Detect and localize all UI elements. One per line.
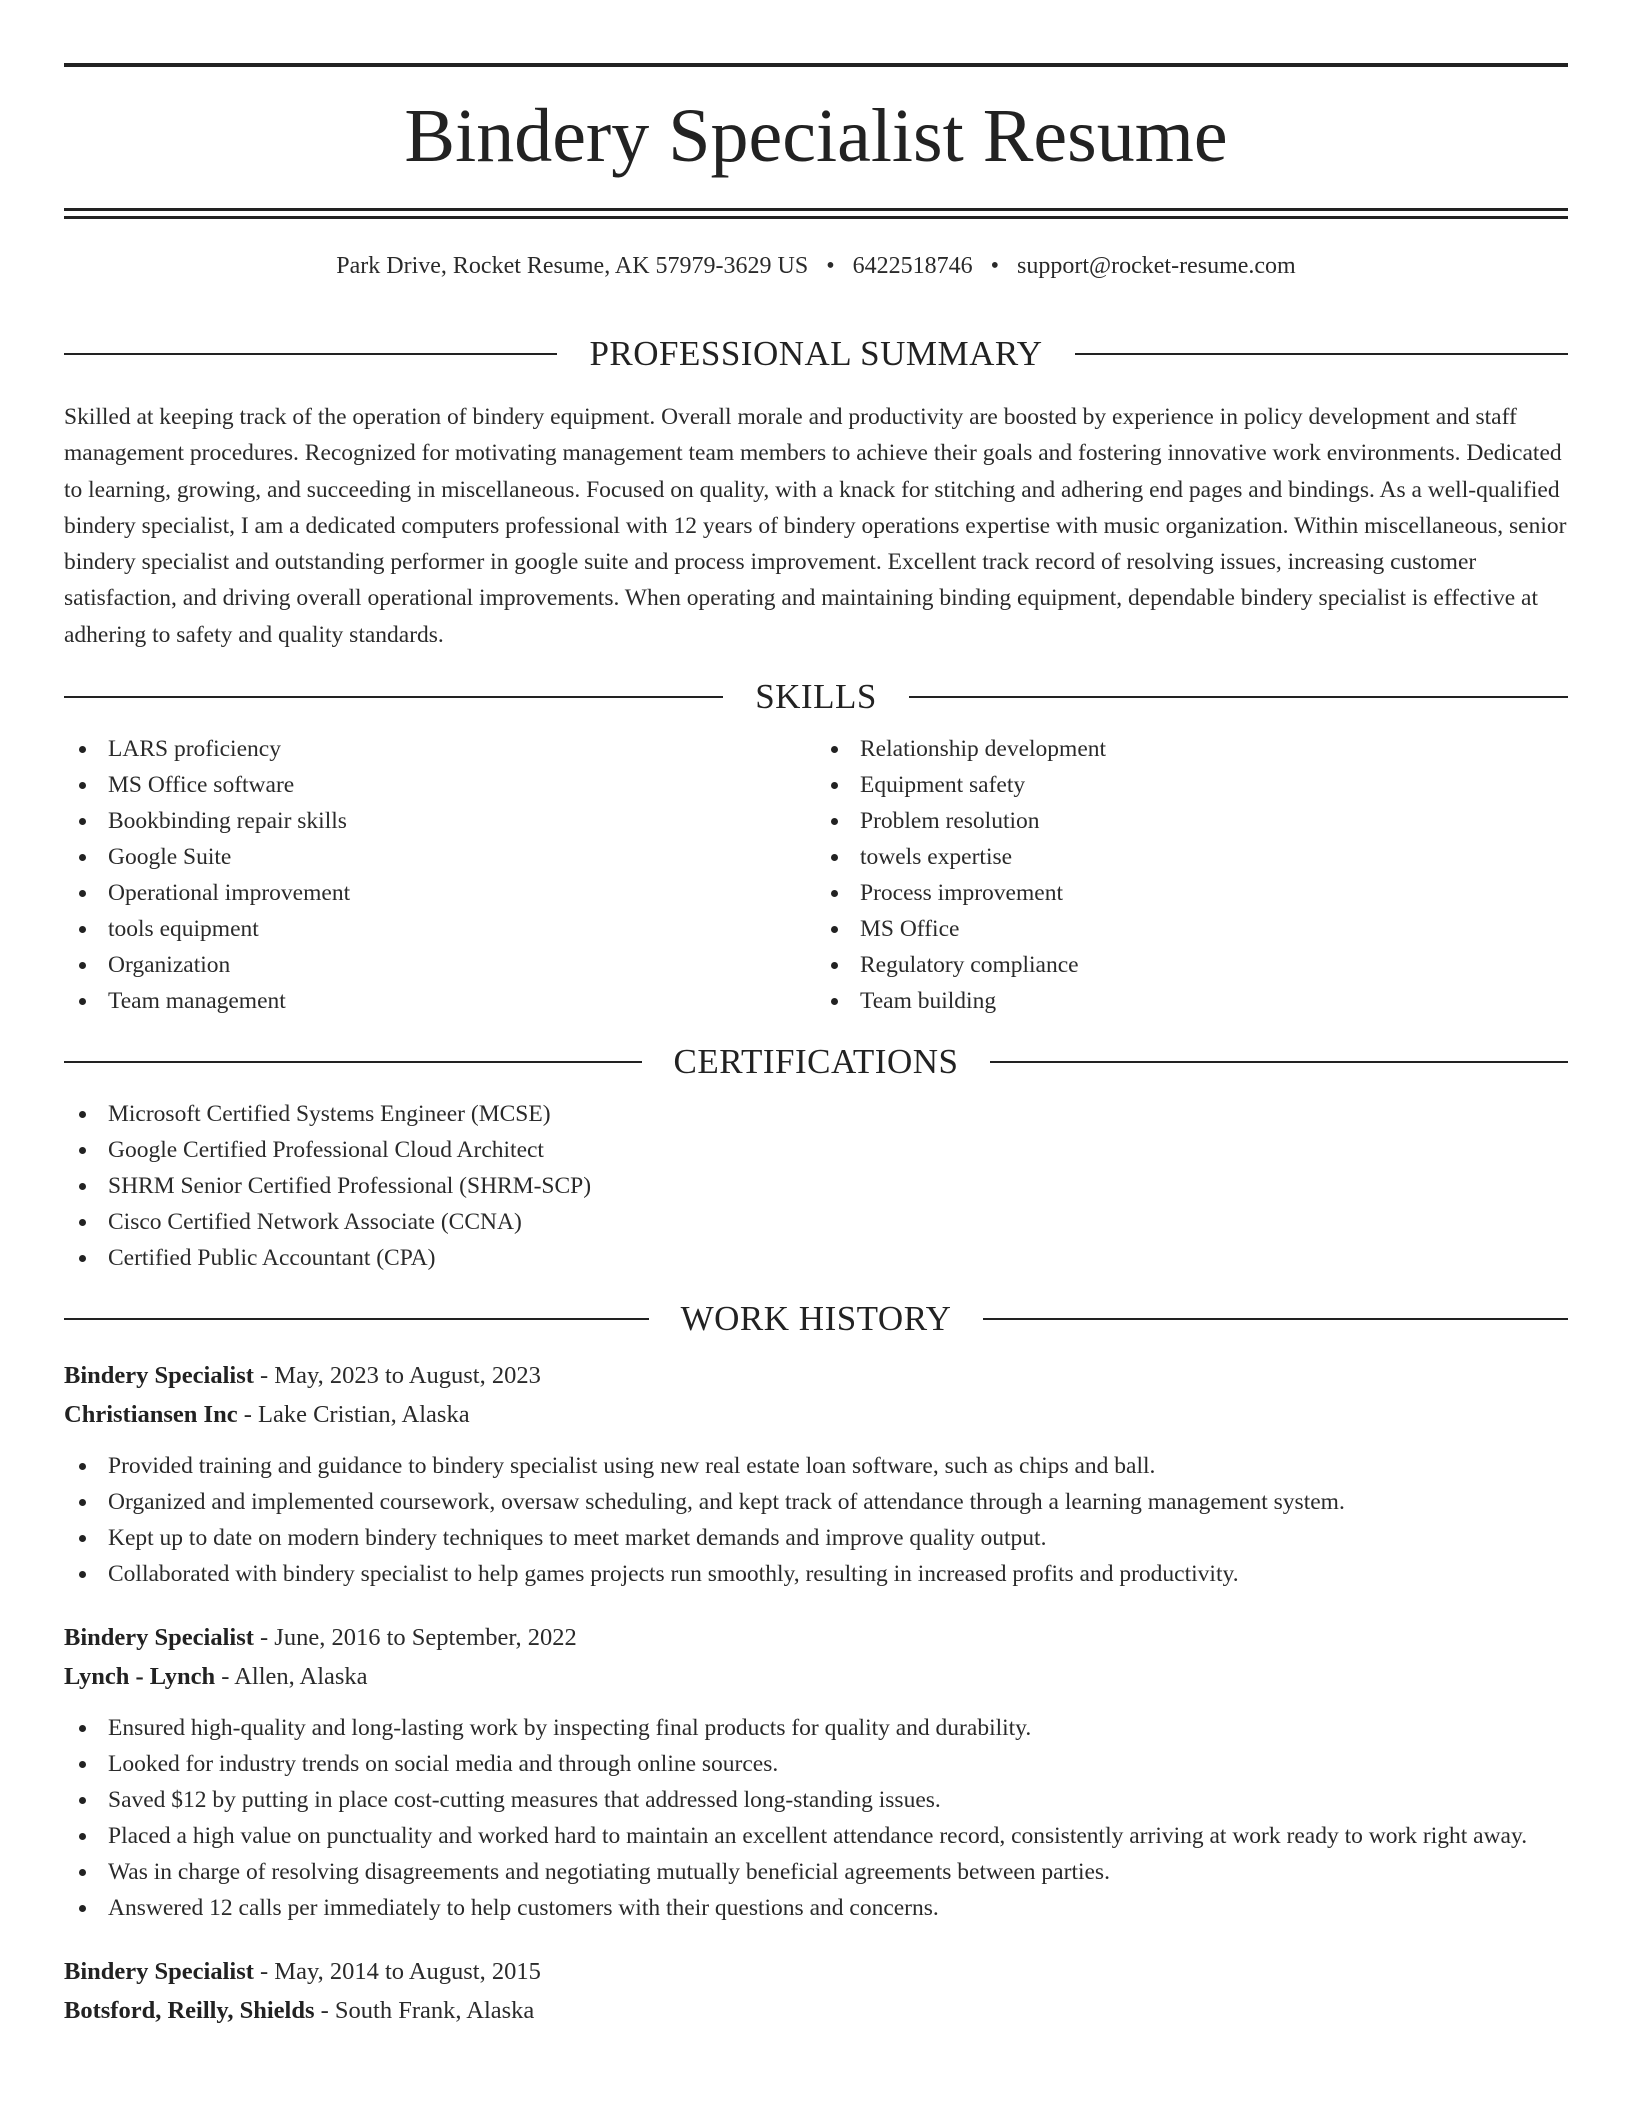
skill-item: Relationship development bbox=[816, 731, 1568, 767]
skill-item: towels expertise bbox=[816, 839, 1568, 875]
job-company: Lynch - Lynch bbox=[64, 1663, 216, 1691]
job-bullet: Answered 12 calls per immediately to help customers with their questions and concerns. bbox=[64, 1890, 1568, 1926]
contact-separator: • bbox=[826, 253, 835, 279]
skill-item: Bookbinding repair skills bbox=[64, 803, 816, 839]
skill-item: LARS proficiency bbox=[64, 731, 816, 767]
job-bullet: Collaborated with bindery specialist to help games projects run smoothly, resulting in increased profits and productivity. bbox=[64, 1556, 1568, 1592]
job-bullet: Ensured high-quality and long-lasting work by inspecting final products for quality and durability. bbox=[64, 1710, 1568, 1746]
certification-item: SHRM Senior Certified Professional (SHRM-SCP) bbox=[64, 1168, 1568, 1204]
job-title: Bindery Specialist bbox=[64, 1624, 254, 1652]
skill-item: MS Office bbox=[816, 911, 1568, 947]
job-location: - South Frank, Alaska bbox=[320, 1997, 535, 2025]
section-rule bbox=[64, 1318, 649, 1320]
job-location: - Allen, Alaska bbox=[221, 1663, 368, 1691]
contact-line bbox=[64, 248, 1568, 284]
section-rule bbox=[990, 1061, 1568, 1063]
skill-item: Team management bbox=[64, 983, 816, 1019]
certifications-section-header bbox=[64, 1037, 1568, 1087]
job-dates: - June, 2016 to September, 2022 bbox=[260, 1624, 577, 1652]
section-rule bbox=[909, 696, 1568, 698]
skill-item: tools equipment bbox=[64, 911, 816, 947]
job-title-line bbox=[64, 1356, 1568, 1395]
certification-item: Certified Public Accountant (CPA) bbox=[64, 1240, 1568, 1276]
job-company-line bbox=[64, 1395, 1568, 1434]
job-bullet: Was in charge of resolving disagreements and negotiating mutually beneficial agreements between parties. bbox=[64, 1854, 1568, 1890]
skill-item: Regulatory compliance bbox=[816, 947, 1568, 983]
skills-column-right bbox=[816, 731, 1568, 1019]
skills-heading: SKILLS bbox=[755, 677, 877, 717]
job-bullets bbox=[64, 1710, 1568, 1926]
job-entry bbox=[64, 1356, 1568, 1592]
skill-item: Equipment safety bbox=[816, 767, 1568, 803]
certification-item: Cisco Certified Network Associate (CCNA) bbox=[64, 1204, 1568, 1240]
work-history-heading: WORK HISTORY bbox=[680, 1299, 952, 1339]
top-rule bbox=[64, 63, 1568, 67]
job-title-line bbox=[64, 1952, 1568, 1991]
job-bullet: Looked for industry trends on social media and through online sources. bbox=[64, 1746, 1568, 1782]
certification-item: Google Certified Professional Cloud Architect bbox=[64, 1132, 1568, 1168]
job-bullets bbox=[64, 1448, 1568, 1592]
job-title: Bindery Specialist bbox=[64, 1362, 254, 1390]
skill-item: Operational improvement bbox=[64, 875, 816, 911]
job-dates: - May, 2014 to August, 2015 bbox=[260, 1958, 541, 1986]
work-history-list bbox=[64, 1356, 1568, 2030]
double-rule bbox=[64, 208, 1568, 219]
section-rule bbox=[983, 1318, 1568, 1320]
job-bullet: Kept up to date on modern bindery techniques to meet market demands and improve quality output. bbox=[64, 1520, 1568, 1556]
certifications-heading: CERTIFICATIONS bbox=[673, 1042, 959, 1082]
contact-separator: • bbox=[990, 253, 1000, 279]
summary-text: Skilled at keeping track of the operation of bindery equipment. Overall morale and productivity are boosted by experience in policy development and staff management procedures. Recognized for motivating management team members to achieve their goals and fostering innovative work environments. Dedicated to learning, growing, and succeeding in miscellaneous. Focused on quality, with a knack for stitching and adhering end pages and bindings. As a well-qualified bindery specialist, I am a dedicated computers professional with 12 years of bindery operations expertise with music organization. Within miscellaneous, senior bindery specialist and outstanding performer in google suite and process improvement. Excellent track record of resolving issues, increasing customer satisfaction, and driving overall operational improvements. When operating and maintaining binding equipment, dependable bindery specialist is effective at adhering to safety and quality standards. bbox=[64, 404, 1567, 648]
contact-phone: 6422518746 bbox=[852, 253, 973, 279]
resume-title: Bindery Specialist Resume bbox=[404, 94, 1228, 178]
certification-item: Microsoft Certified Systems Engineer (MCSE) bbox=[64, 1096, 1568, 1132]
section-rule bbox=[64, 696, 723, 698]
job-location: - Lake Cristian, Alaska bbox=[243, 1401, 470, 1429]
skills-section-header bbox=[64, 672, 1568, 722]
job-company: Christiansen Inc bbox=[64, 1401, 238, 1429]
skill-item: Problem resolution bbox=[816, 803, 1568, 839]
job-bullet: Provided training and guidance to bindery specialist using new real estate loan software, such as chips and ball. bbox=[64, 1448, 1568, 1484]
job-bullet: Organized and implemented coursework, oversaw scheduling, and kept track of attendance through a learning management system. bbox=[64, 1484, 1568, 1520]
skill-item: Organization bbox=[64, 947, 816, 983]
job-company-line bbox=[64, 1657, 1568, 1696]
job-title: Bindery Specialist bbox=[64, 1958, 254, 1986]
certifications-list bbox=[64, 1096, 1568, 1276]
section-rule bbox=[64, 353, 557, 355]
summary-heading: PROFESSIONAL SUMMARY bbox=[589, 334, 1043, 373]
summary-section-header bbox=[64, 329, 1568, 379]
work-history-section-header bbox=[64, 1294, 1568, 1344]
job-company: Botsford, Reilly, Shields bbox=[64, 1997, 315, 2025]
job-entry bbox=[64, 1952, 1568, 2030]
job-entry bbox=[64, 1618, 1568, 1926]
skill-item: Team building bbox=[816, 983, 1568, 1019]
job-bullet: Placed a high value on punctuality and worked hard to maintain an excellent attendance record, consistently arriving at work ready to work right away. bbox=[64, 1818, 1568, 1854]
contact-address: Park Drive, Rocket Resume, AK 57979-3629 US bbox=[336, 253, 809, 279]
section-rule bbox=[64, 1061, 642, 1063]
job-dates: - May, 2023 to August, 2023 bbox=[260, 1362, 541, 1390]
skill-item: Process improvement bbox=[816, 875, 1568, 911]
job-company-line bbox=[64, 1991, 1568, 2030]
section-rule bbox=[1075, 353, 1568, 355]
contact-email[interactable]: support@rocket-resume.com bbox=[1017, 253, 1296, 279]
skill-item: MS Office software bbox=[64, 767, 816, 803]
skills-column-left bbox=[64, 731, 816, 1019]
skills-list bbox=[64, 731, 1568, 1019]
skill-item: Google Suite bbox=[64, 839, 816, 875]
job-bullet: Saved $12 by putting in place cost-cutting measures that addressed long-standing issues. bbox=[64, 1782, 1568, 1818]
job-title-line bbox=[64, 1618, 1568, 1657]
